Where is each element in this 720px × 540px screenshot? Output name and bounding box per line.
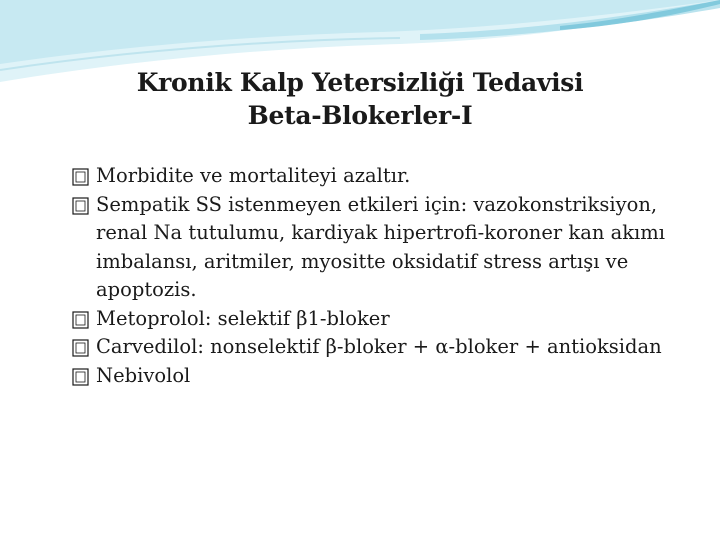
bullet-item — [72, 333, 672, 362]
title-line-2: Beta-Blokerler-I — [247, 101, 473, 130]
slide-title — [60, 66, 660, 132]
bullet-item — [72, 162, 672, 191]
missing-glyph-box-icon — [72, 311, 89, 329]
bullet-item — [72, 362, 672, 391]
missing-glyph-box-icon — [72, 339, 89, 357]
missing-glyph-box-icon — [72, 168, 89, 186]
missing-glyph-box-icon — [72, 197, 89, 215]
bullet-text: Morbidite ve mortaliteyi azaltır. — [96, 164, 411, 187]
title-line-1: Kronik Kalp Yetersizliği Tedavisi — [136, 68, 584, 97]
bullet-item — [72, 191, 672, 305]
bullet-item — [72, 305, 672, 334]
missing-glyph-box-icon — [72, 368, 89, 386]
bullet-list — [72, 162, 672, 390]
bullet-text: Nebivolol — [96, 363, 191, 387]
bullet-text: Carvedilol: nonselektif β-bloker + α-bloker + antioksidan — [96, 335, 662, 358]
bullet-text: Sempatik SS istenmeyen etkileri için: vazokonstriksiyon, renal Na tutulumu, kardiyak hipertrofi-koroner kan akımı imbalansı, aritmiler, myositte oksidatif stress artışı ve apoptozis. — [96, 192, 666, 301]
bullet-text: Metoprolol: selektif β1-bloker — [96, 306, 390, 330]
